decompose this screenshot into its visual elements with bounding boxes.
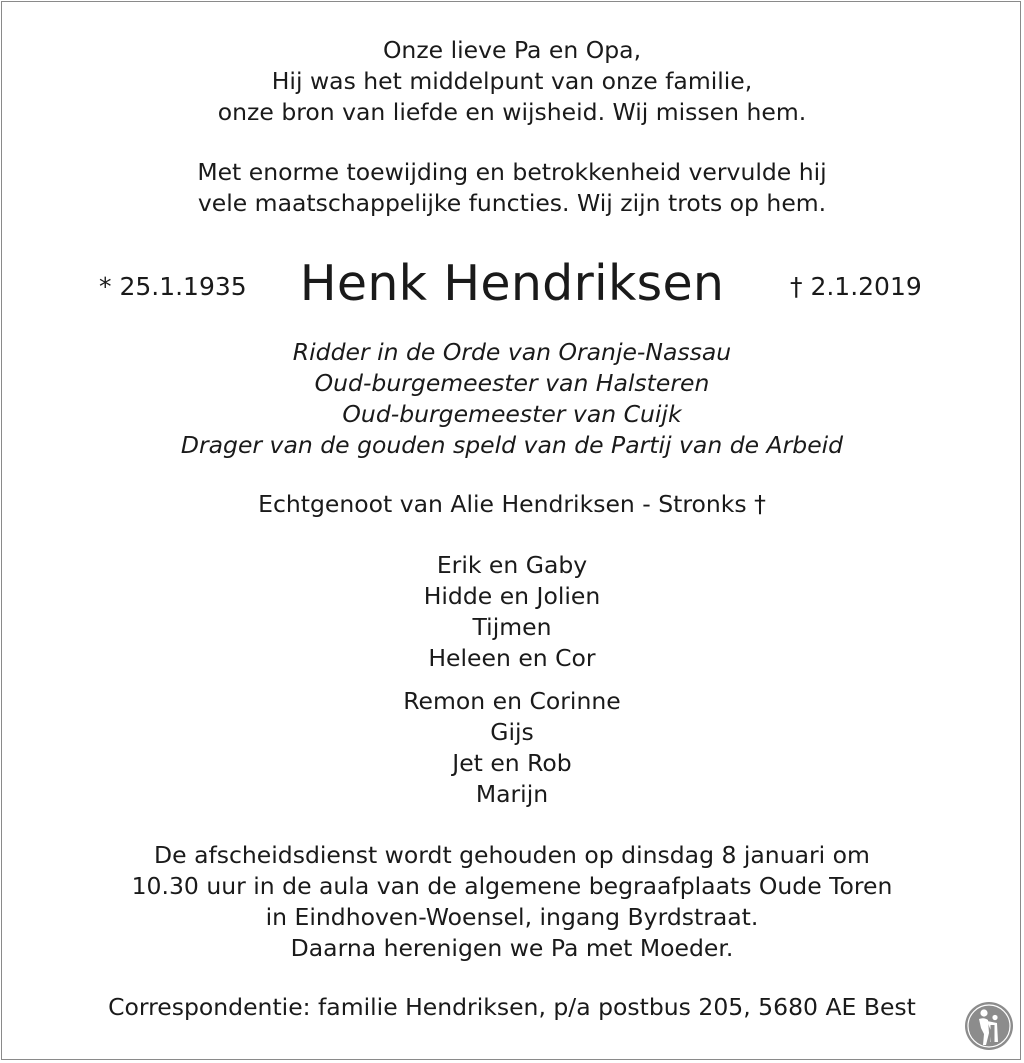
service-line: Daarna herenigen we Pa met Moeder. — [290, 934, 734, 962]
service-line: in Eindhoven-Woensel, ingang Byrdstraat. — [265, 903, 759, 931]
title-line: Oud-burgemeester van Cuijk — [342, 400, 682, 428]
birth-date: * 25.1.1935 — [99, 272, 247, 301]
family-member: Tijmen — [472, 613, 552, 641]
correspondence-address — [0, 992, 1024, 1023]
intro-line: Onze lieve Pa en Opa, — [382, 36, 642, 64]
family-member: Remon en Corinne — [403, 687, 621, 715]
intro-line: onze bron van liefde en wijsheid. Wij missen hem. — [217, 98, 807, 126]
correspondence-text: Correspondentie: familie Hendriksen, p/a postbus 205, 5680 AE Best — [108, 993, 916, 1021]
family-group-2 — [0, 686, 1024, 810]
family-member: Jet en Rob — [452, 749, 572, 777]
title-line: Oud-burgemeester van Halsteren — [314, 369, 710, 397]
death-date: † 2.1.2019 — [790, 272, 922, 301]
family-member: Hidde en Jolien — [423, 582, 601, 610]
deceased-header — [0, 256, 1024, 316]
title-line: Ridder in de Orde van Oranje-Nassau — [292, 338, 732, 366]
family-group-1 — [0, 550, 1024, 674]
tribute-line: Met enorme toewijding en betrokkenheid vervulde hij — [197, 158, 827, 186]
service-line: De afscheidsdienst wordt gehouden op dinsdag 8 januari om — [154, 841, 870, 869]
deceased-name: Henk Hendriksen — [299, 255, 725, 312]
title-line: Drager van de gouden speld van de Partij van de Arbeid — [180, 431, 844, 459]
family-member: Gijs — [490, 718, 534, 746]
tribute-message — [0, 157, 1024, 219]
spouse-text: Echtgenoot van Alie Hendriksen - Stronks † — [258, 490, 766, 518]
memorial-figure-icon — [964, 1001, 1014, 1051]
family-member: Marijn — [475, 780, 549, 808]
intro-message — [0, 35, 1024, 128]
family-member: Erik en Gaby — [436, 551, 588, 579]
spouse-line — [0, 489, 1024, 520]
tribute-line: vele maatschappelijke functies. Wij zijn trots op hem. — [197, 189, 827, 217]
family-member: Heleen en Cor — [428, 644, 596, 672]
intro-line: Hij was het middelpunt van onze familie, — [271, 67, 753, 95]
service-details — [0, 840, 1024, 964]
service-line: 10.30 uur in de aula van de algemene begraafplaats Oude Toren — [131, 872, 893, 900]
honorary-titles — [0, 337, 1024, 461]
